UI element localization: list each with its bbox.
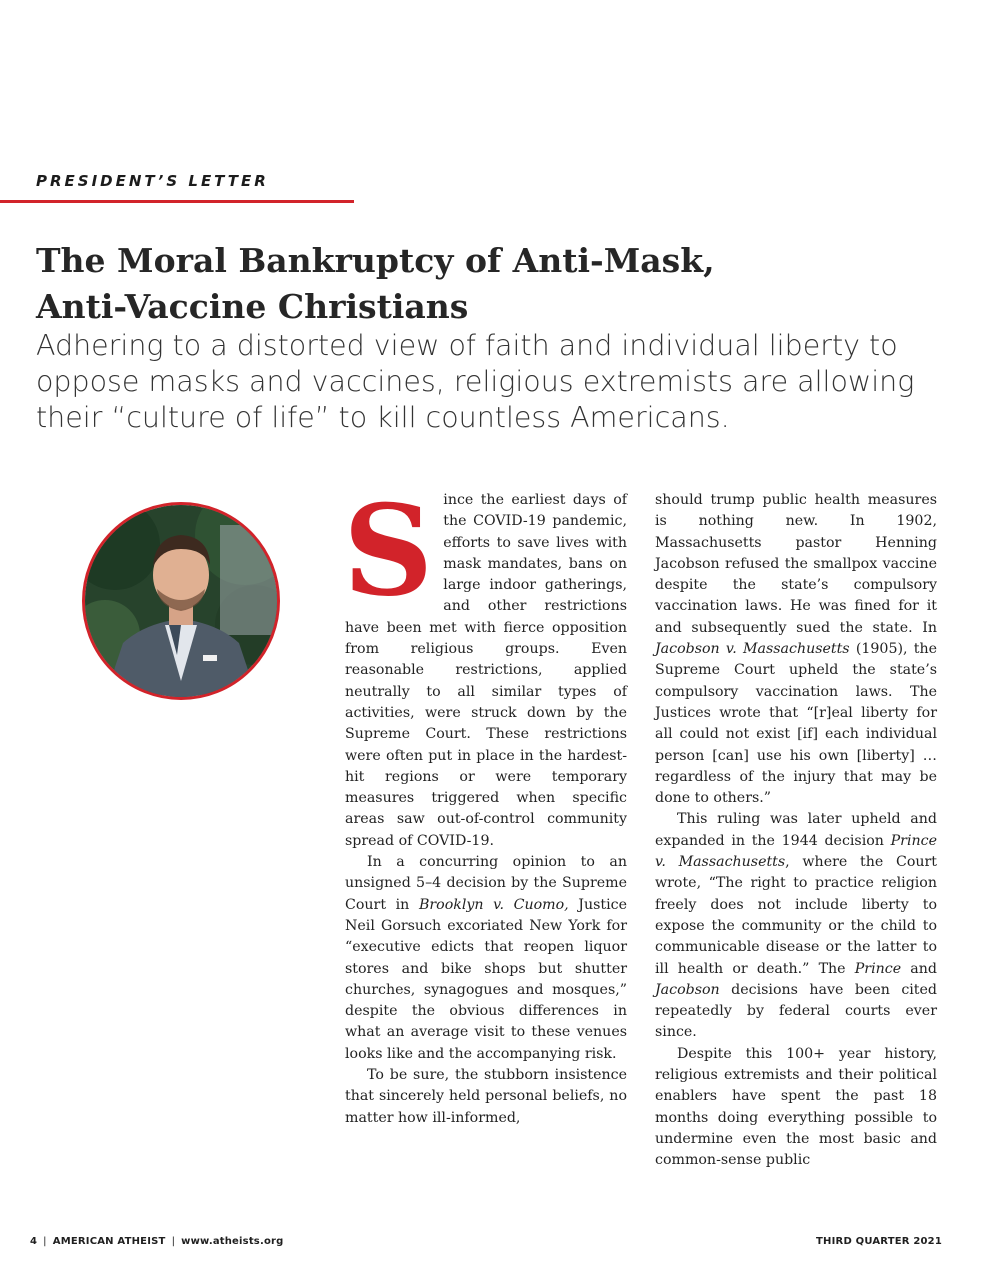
footer-issue: THIRD QUARTER 2021 bbox=[816, 1236, 942, 1247]
author-portrait-image bbox=[85, 505, 277, 697]
magazine-name: AMERICAN ATHEIST bbox=[52, 1236, 166, 1247]
footer-separator: | bbox=[171, 1236, 176, 1247]
footer-left bbox=[30, 1236, 284, 1247]
paragraph-3: To be sure, the stubborn insistence that sincerely held personal beliefs, no matter how ill-informed, bbox=[345, 1067, 627, 1126]
paragraph-4-text-a: should trump public health measures is nothing new. In 1902, Massachusetts pastor Henning Jacobson refused the smallpox vaccine despite the state’s compulsory vaccination laws. He was fined for it and subsequently sued the state. In bbox=[655, 492, 937, 636]
article-column-2 bbox=[655, 490, 937, 1172]
paragraph-6: Despite this 100+ year history, religious extremists and their political enablers have spent the past 18 months doing everything possible to undermine even the most basic and common-sense public bbox=[655, 1045, 937, 1169]
footer-separator: | bbox=[43, 1236, 47, 1247]
paragraph-5-text-a: This ruling was later upheld and expanded in the 1944 decision bbox=[655, 811, 937, 849]
article-title bbox=[36, 238, 936, 330]
page-number: 4 bbox=[30, 1236, 38, 1247]
article-title-line-2: Anti-Vaccine Christians bbox=[36, 287, 469, 326]
case-name: Jacobson bbox=[655, 981, 720, 998]
paragraph-5 bbox=[655, 809, 937, 1043]
paragraph-2-text-a: In a concurring opinion to an unsigned 5–4 decision by the Supreme Court in bbox=[345, 854, 627, 913]
paragraph-2 bbox=[345, 852, 627, 1065]
article-title-line-1: The Moral Bankruptcy of Anti-Mask, bbox=[36, 241, 715, 280]
website-link[interactable]: www.atheists.org bbox=[181, 1236, 284, 1247]
paragraph-1-text: ince the earliest days of the COVID-19 pandemic, efforts to save lives with mask mandates, bans on large indoor gatherings, and other restrictions have been met with fierce opposition from religious groups. Even reasonable restrictions, applied neutrally to all similar types of activities, were struck down by the Supreme Court. These restrictions were often put in place in the hardest-hit regions or were temporary measures triggered when specific areas saw out-of-control community spread of COVID-19. bbox=[345, 492, 627, 849]
drop-cap: S bbox=[343, 478, 434, 624]
case-name: Jacobson v. Massachusetts bbox=[655, 641, 850, 658]
paragraph-5-text-c: and bbox=[901, 960, 937, 977]
article-column-1 bbox=[343, 478, 627, 1129]
paragraph-1 bbox=[343, 478, 627, 852]
paragraph-2-text-b: Justice Neil Gorsuch excoriated New York for “executive edicts that reopen liquor stores and bike shops but shutter churches, synagogues and mosques,” despite the obvious differences in what an average visit to these venues looks like and the accompanying risk. bbox=[345, 896, 627, 1062]
case-name: Prince bbox=[854, 960, 902, 977]
paragraph-5-text-d: decisions have been cited repeatedly by federal courts ever since. bbox=[655, 981, 937, 1041]
paragraph-5-text-b: , where the Court wrote, “The right to practice religion freely does not include liberty to expose the community or the child to communicable disease or the latter to ill health or death.” The bbox=[655, 854, 937, 977]
section-divider bbox=[0, 200, 354, 203]
article-subtitle: Adhering to a distorted view of faith and individual liberty to oppose masks and vaccines, religious extremists are allowing their “culture of life” to kill countless Americans. bbox=[36, 329, 915, 434]
section-label: PRESIDENT’S LETTER bbox=[36, 172, 269, 190]
author-portrait bbox=[82, 502, 280, 700]
case-name: Prince v. Massachusetts bbox=[655, 832, 937, 871]
paragraph-4-text-b: (1905), the Supreme Court upheld the state’s compulsory vaccination laws. The Justices wrote that “[r]eal liberty for all could not exist [if] each individual person [can] use his own [liberty] … regardless of the injury that may be done to others.” bbox=[655, 641, 937, 807]
paragraph-4 bbox=[655, 490, 937, 809]
case-name: Brooklyn v. Cuomo, bbox=[418, 896, 569, 913]
